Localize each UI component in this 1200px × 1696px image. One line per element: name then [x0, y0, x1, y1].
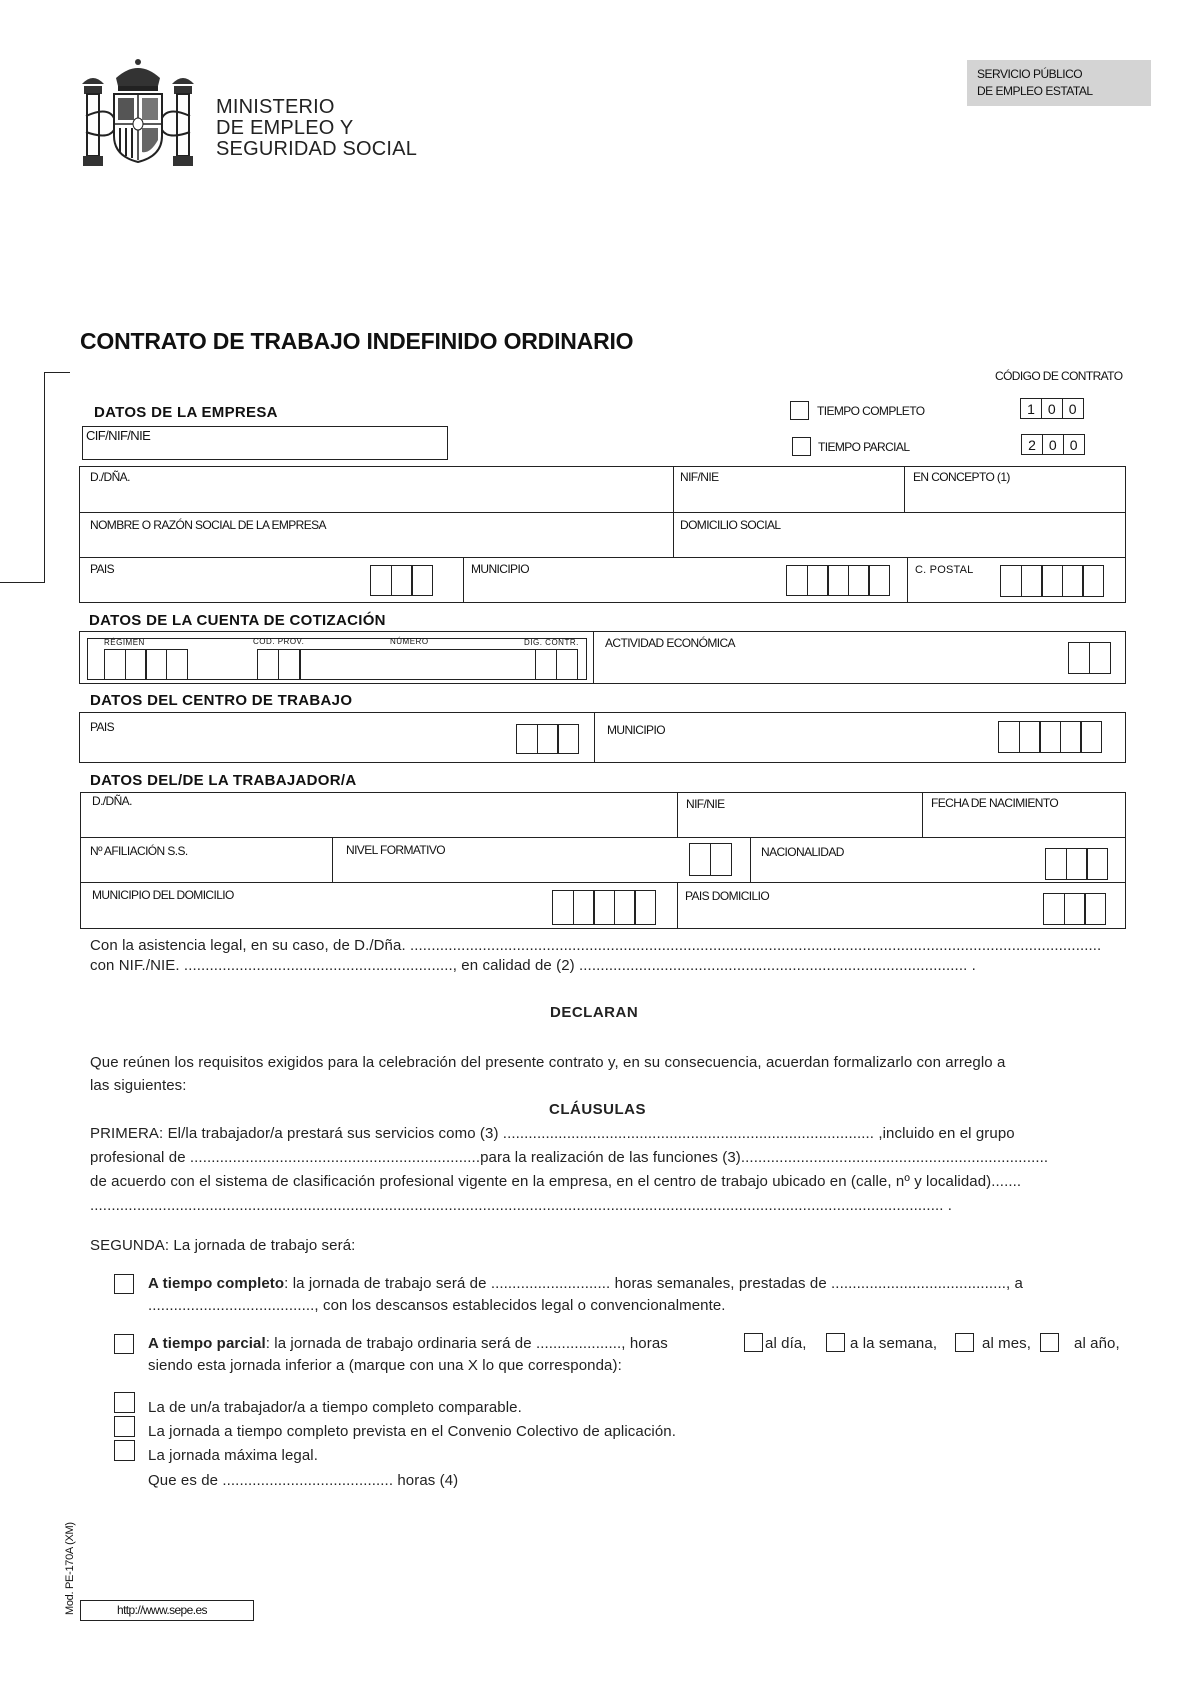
pais-domicilio-cells[interactable] — [1043, 893, 1105, 925]
nivel-formativo-label: NIVEL FORMATIVO — [346, 843, 446, 857]
part-time-code — [1021, 434, 1083, 455]
tiempo-completo-bold: A tiempo completo — [148, 1275, 285, 1292]
cotizacion-heading: DATOS DE LA CUENTA DE COTIZACIÓN — [89, 612, 386, 629]
contract-code-label: CÓDIGO DE CONTRATO — [995, 369, 1123, 383]
declaran-line2: las siguientes: — [90, 1077, 187, 1094]
declaran-line1: Que reúnen los requisitos exigidos para la celebración del presente contrato y, en su consecuencia, acuerdan formalizarlo con arreglo a — [90, 1054, 1006, 1071]
al-mes-label: al mes, — [982, 1335, 1032, 1352]
fecha-nacimiento-label: FECHA DE NACIMIENTO — [931, 796, 1059, 810]
option-convenio: La jornada a tiempo completo prevista en el Convenio Colectivo de aplicación. — [148, 1423, 677, 1440]
primera-line2: profesional de ....................................................................para la realización de las funciones (3)........................................................................ — [90, 1149, 1049, 1166]
clausulas-heading: CLÁUSULAS — [549, 1101, 646, 1118]
divider — [79, 512, 1126, 513]
empresa-pais-cells[interactable] — [370, 565, 432, 596]
cif-label: CIF/NIF/NIE — [86, 428, 151, 443]
ministry-line3: SEGURIDAD SOCIAL — [216, 138, 418, 160]
tiempo-parcial-text: : la jornada de trabajo ordinaria será de ...................., horas — [265, 1335, 668, 1352]
a-la-semana-label: a la semana, — [850, 1335, 938, 1352]
service-line1: SERVICIO PÚBLICO — [977, 67, 1083, 81]
empresa-block — [79, 466, 1126, 603]
full-time-label: TIEMPO COMPLETO — [817, 404, 925, 418]
option-maxima-legal: La jornada máxima legal. — [148, 1447, 318, 1464]
website-url: http://www.sepe.es — [117, 1603, 207, 1617]
empresa-domicilio-label: DOMICILIO SOCIAL — [680, 518, 781, 532]
centro-municipio-label: MUNICIPIO — [607, 723, 665, 737]
municipio-domicilio-cells[interactable] — [552, 890, 655, 925]
divider — [593, 631, 594, 684]
numero-field[interactable] — [300, 649, 535, 680]
option-maxima-legal-checkbox[interactable] — [114, 1440, 135, 1461]
empresa-heading: DATOS DE LA EMPRESA — [94, 404, 278, 421]
centro-pais-label: PAIS — [90, 720, 115, 734]
divider — [673, 466, 674, 557]
service-line2: DE EMPLEO ESTATAL — [977, 84, 1093, 98]
digcontr-cells[interactable] — [535, 649, 576, 680]
tiempo-parcial-checkbox[interactable] — [114, 1334, 134, 1354]
declaran-heading: DECLARAN — [550, 1004, 639, 1021]
divider — [750, 837, 751, 882]
ministry-name — [216, 97, 417, 160]
empresa-municipio-label: MUNICIPIO — [471, 562, 529, 576]
page-title: CONTRATO DE TRABAJO INDEFINIDO ORDINARIO — [80, 328, 634, 354]
divider — [463, 557, 464, 603]
codprov-cells[interactable] — [257, 649, 298, 680]
a-la-semana-checkbox[interactable] — [826, 1333, 845, 1352]
actividad-label: ACTIVIDAD ECONÓMICA — [605, 636, 735, 650]
code-digit: 0 — [1062, 398, 1084, 419]
centro-pais-cells[interactable] — [516, 724, 578, 754]
tiempo-completo-line2: ......................................., con los descansos establecidos legal o convencionalmente. — [148, 1297, 726, 1314]
coat-of-arms-logo — [78, 56, 198, 174]
divider — [594, 712, 595, 763]
full-time-code — [1020, 398, 1082, 419]
empresa-nombre-label: NOMBRE O RAZÓN SOCIAL DE LA EMPRESA — [90, 518, 326, 532]
empresa-cpostal-cells[interactable] — [1000, 565, 1103, 597]
service-badge — [967, 60, 1151, 106]
empresa-municipio-cells[interactable] — [786, 565, 889, 596]
divider — [907, 557, 908, 603]
divider — [79, 557, 1126, 558]
model-code: Mod. PE-170A (XM) — [64, 1522, 76, 1615]
afiliacion-label: Nº AFILIACIÓN S.S. — [90, 844, 188, 858]
full-time-checkbox[interactable] — [790, 401, 809, 420]
primera-line3: de acuerdo con el sistema de clasificación profesional vigente en la empresa, en el centro de trabajo ubicado en (calle, nº y localidad)....... — [90, 1173, 1022, 1190]
codprov-label: COD. PROV. — [253, 637, 305, 646]
empresa-pais-label: PAIS — [90, 562, 115, 576]
centro-heading: DATOS DEL CENTRO DE TRABAJO — [90, 692, 353, 709]
option-completo-comparable-checkbox[interactable] — [114, 1392, 135, 1413]
divider — [922, 792, 923, 837]
al-dia-checkbox[interactable] — [744, 1333, 763, 1352]
tiempo-parcial-line2: siendo esta jornada inferior a (marque con una X lo que corresponda): — [148, 1357, 622, 1374]
al-anio-label: al año, — [1074, 1335, 1120, 1352]
pais-domicilio-label: PAIS DOMICILIO — [685, 889, 770, 903]
divider — [904, 466, 905, 512]
empresa-concepto-label: EN CONCEPTO (1) — [913, 470, 1010, 484]
tiempo-completo-line1 — [148, 1275, 1023, 1292]
trabajador-dona-label: D./DÑA. — [92, 794, 132, 808]
al-dia-label: al día, — [765, 1335, 807, 1352]
nacionalidad-label: NACIONALIDAD — [761, 845, 844, 859]
code-digit: 1 — [1020, 398, 1042, 419]
segunda-line: SEGUNDA: La jornada de trabajo será: — [90, 1237, 356, 1254]
code-digit: 0 — [1063, 434, 1085, 455]
asistencia-line1: Con la asistencia legal, en su caso, de D./Dña. .................................................................................................................................................................. — [90, 937, 1102, 954]
trabajador-heading: DATOS DEL/DE LA TRABAJADOR/A — [90, 772, 357, 789]
part-time-label: TIEMPO PARCIAL — [818, 440, 910, 454]
code-digit: 0 — [1042, 434, 1064, 455]
code-digit: 2 — [1021, 434, 1043, 455]
digcontr-label: DIG. CONTR. — [524, 638, 579, 647]
regimen-cells[interactable] — [104, 649, 186, 680]
nacionalidad-cells[interactable] — [1045, 848, 1107, 880]
ministry-line1: MINISTERIO — [216, 96, 335, 118]
tiempo-completo-text: : la jornada de trabajo será de ............................ horas semanales, prestadas de ........................................., a — [284, 1275, 1023, 1292]
al-mes-checkbox[interactable] — [955, 1333, 974, 1352]
divider — [80, 882, 1126, 883]
divider — [677, 882, 678, 929]
numero-label: NÚMERO — [390, 637, 429, 646]
primera-line4: ........................................................................................................................................................................................................ . — [90, 1197, 953, 1214]
primera-line1: PRIMERA: El/la trabajador/a prestará sus servicios como (3) ....................................................................................... ,incluido en el grupo — [90, 1125, 1015, 1142]
empresa-dona-label: D./DÑA. — [90, 470, 130, 484]
tiempo-parcial-line1 — [148, 1335, 668, 1352]
part-time-checkbox[interactable] — [792, 437, 811, 456]
code-digit: 0 — [1041, 398, 1063, 419]
empresa-cpostal-label: C. POSTAL — [915, 564, 974, 576]
que-es-line: Que es de ........................................ horas (4) — [148, 1472, 459, 1489]
actividad-cells[interactable] — [1068, 642, 1109, 674]
margin-bracket-top — [44, 372, 70, 373]
centro-block — [79, 712, 1126, 763]
option-completo-comparable: La de un/a trabajador/a a tiempo completo comparable. — [148, 1399, 522, 1416]
ministry-line2: DE EMPLEO Y — [216, 117, 354, 139]
trabajador-nif-label: NIF/NIE — [686, 797, 725, 811]
margin-bracket — [44, 372, 45, 582]
regimen-label: RÉGIMEN — [104, 638, 145, 647]
asistencia-line2: con NIF./NIE. ..............................................................., en calidad de (2) ........................................................................................... . — [90, 957, 976, 974]
empresa-nif-label: NIF/NIE — [680, 470, 719, 484]
margin-bracket-bottom — [0, 582, 45, 583]
divider — [677, 792, 678, 837]
centro-municipio-cells[interactable] — [998, 721, 1101, 753]
nivel-formativo-cells[interactable] — [689, 843, 730, 876]
municipio-domicilio-label: MUNICIPIO DEL DOMICILIO — [92, 888, 234, 902]
al-anio-checkbox[interactable] — [1040, 1333, 1059, 1352]
tiempo-completo-checkbox[interactable] — [114, 1274, 134, 1294]
option-convenio-checkbox[interactable] — [114, 1416, 135, 1437]
divider — [80, 837, 1126, 838]
tiempo-parcial-bold: A tiempo parcial — [148, 1335, 266, 1352]
divider — [332, 837, 333, 882]
